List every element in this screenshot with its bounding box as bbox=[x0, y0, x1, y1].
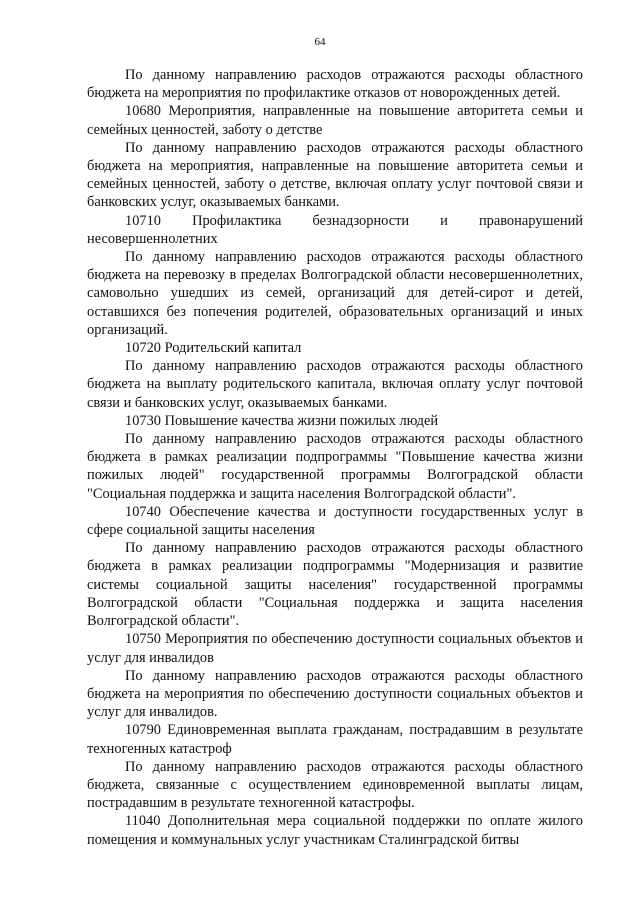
heading-10750: 10750 Мероприятия по обеспечению доступности социальных объектов и услуг для инвалидов bbox=[87, 631, 583, 666]
document-body bbox=[87, 66, 583, 849]
paragraph-10790-description: По данному направлению расходов отражаются расходы областного бюджета, связанные с осуществлением единовременной выплаты лицам, пострадавшим в результате техногенной катастрофы. bbox=[87, 758, 583, 812]
heading-10730: 10730 Повышение качества жизни пожилых людей bbox=[125, 412, 439, 429]
heading-10720: 10720 Родительский капитал bbox=[125, 340, 302, 357]
paragraph-10740-description: По данному направлению расходов отражаются расходы областного бюджета в рамках реализации подпрограммы "Модернизация и развитие системы социальной защиты населения" государственной программы Волгоградской области "Социальная поддержка и защита населения Волгоградской области". bbox=[87, 540, 583, 630]
paragraph-10720-description: По данному направлению расходов отражаются расходы областного бюджета на выплату родительского капитала, включая оплату услуг почтовой связи и банковских услуг, оказываемых банками. bbox=[87, 358, 583, 411]
paragraph-10730-description: По данному направлению расходов отражаются расходы областного бюджета в рамках реализации подпрограммы "Повышение качества жизни пожилых людей" государственной программы Волгоградской области "Социальная поддержка и защита населения Волгоградской области". bbox=[87, 431, 583, 502]
heading-10710: 10710 Профилактика безнадзорности и правонарушений несовершеннолетних bbox=[87, 212, 583, 247]
paragraph-10710-description: По данному направлению расходов отражаются расходы областного бюджета на перевозку в пределах Волгоградской области несовершеннолетних, самовольно ушедших из семей, организаций для детей-сирот и детей, оставшихся без попечения родителей, образовательных организаций и иных организаций. bbox=[87, 249, 583, 338]
paragraph-profilaktika-otkazov: По данному направлению расходов отражаются расходы областного бюджета на мероприятия по профилактике отказов от новорожденных детей. bbox=[87, 67, 583, 102]
page-number: 64 bbox=[314, 36, 326, 48]
heading-10680: 10680 Мероприятия, направленные на повышение авторитета семьи и семейных ценностей, заботу о детстве bbox=[87, 103, 583, 138]
paragraph-10750-description: По данному направлению расходов отражаются расходы областного бюджета на мероприятия по обеспечению доступности социальных объектов и услуг для инвалидов. bbox=[87, 667, 583, 721]
heading-10740: 10740 Обеспечение качества и доступности государственных услуг в сфере социальной защиты населения bbox=[87, 503, 583, 539]
heading-11040: 11040 Дополнительная мера социальной поддержки по оплате жилого помещения и коммунальных услуг участникам Сталинградской битвы bbox=[87, 813, 583, 848]
heading-10790: 10790 Единовременная выплата гражданам, пострадавшим в результате техногенных катастроф bbox=[87, 722, 583, 757]
paragraph-10680-description: По данному направлению расходов отражаются расходы областного бюджета на мероприятия, направленные на повышение авторитета семьи и семейных ценностей, заботу о детстве, включая оплату услуг почтовой связи и банковских услуг, оказываемых банками. bbox=[87, 139, 583, 211]
